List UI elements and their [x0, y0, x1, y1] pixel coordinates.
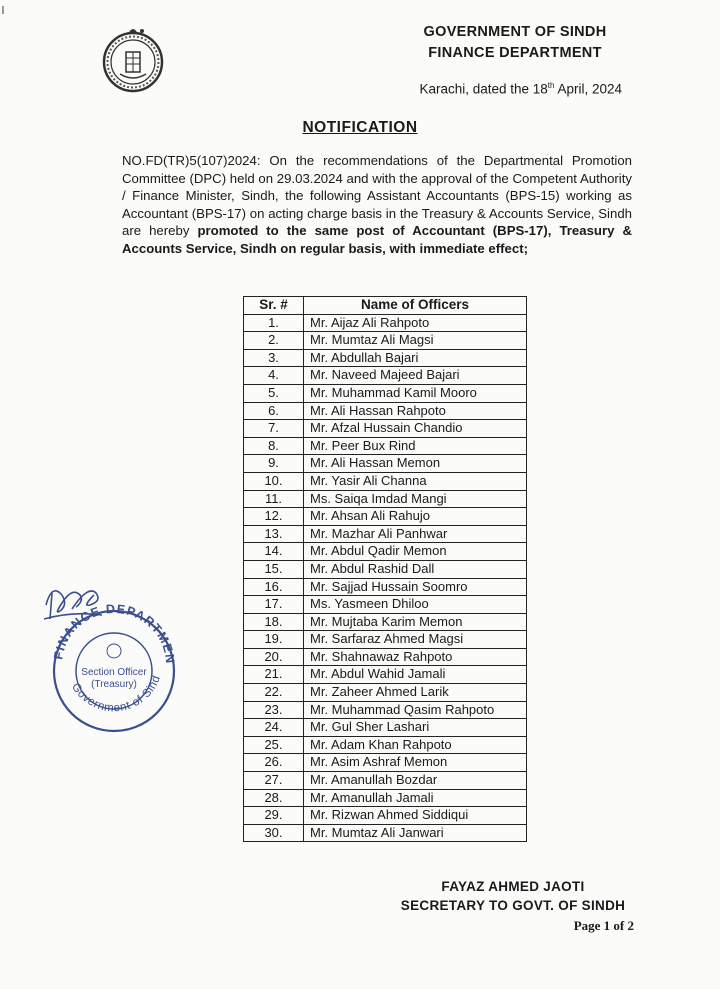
- table-row: [244, 666, 527, 684]
- row-officer-name: Mr. Muhammad Qasim Rahpoto: [304, 701, 527, 719]
- row-officer-name: Mr. Afzal Hussain Chandio: [304, 420, 527, 438]
- table-header-row: [244, 297, 527, 315]
- stamp-outer-top-text: FINANCE DEPARTMEN: [51, 601, 178, 665]
- row-serial: 18.: [244, 613, 304, 631]
- table-row: [244, 455, 527, 473]
- row-serial: 3.: [244, 349, 304, 367]
- row-serial: 27.: [244, 772, 304, 790]
- table-row: [244, 525, 527, 543]
- row-serial: 26.: [244, 754, 304, 772]
- officers-table-body: [244, 314, 527, 842]
- table-row: [244, 684, 527, 702]
- table-row: [244, 420, 527, 438]
- row-officer-name: Mr. Aijaz Ali Rahpoto: [304, 314, 527, 332]
- row-serial: 8.: [244, 437, 304, 455]
- table-row: [244, 648, 527, 666]
- row-serial: 13.: [244, 525, 304, 543]
- signatory-name: FAYAZ AHMED JAOTI: [441, 879, 585, 894]
- svg-text:FINANCE DEPARTMENT: [32, 565, 177, 665]
- row-serial: 4.: [244, 367, 304, 385]
- row-serial: 19.: [244, 631, 304, 649]
- row-officer-name: Mr. Ali Hassan Memon: [304, 455, 527, 473]
- table-row: [244, 367, 527, 385]
- row-serial: 17.: [244, 596, 304, 614]
- row-officer-name: Mr. Yasir Ali Channa: [304, 472, 527, 490]
- table-row: [244, 560, 527, 578]
- header-serial: Sr. #: [244, 297, 304, 315]
- table-row: [244, 719, 527, 737]
- table-row: [244, 314, 527, 332]
- row-serial: 15.: [244, 560, 304, 578]
- row-serial: 21.: [244, 666, 304, 684]
- row-officer-name: Ms. Saiqa Imdad Mangi: [304, 490, 527, 508]
- notification-title: NOTIFICATION: [302, 119, 418, 136]
- notification-body: [122, 152, 632, 258]
- table-row: [244, 736, 527, 754]
- stamp-inner-line1: Section Officer: [81, 667, 147, 678]
- row-officer-name: Mr. Mumtaz Ali Magsi: [304, 332, 527, 350]
- table-row: [244, 472, 527, 490]
- row-serial: 23.: [244, 701, 304, 719]
- row-officer-name: Mr. Abdul Rashid Dall: [304, 560, 527, 578]
- table-row: [244, 437, 527, 455]
- signatory-block: [388, 877, 638, 915]
- table-row: [244, 824, 527, 842]
- scan-mark: [2, 6, 4, 14]
- row-officer-name: Mr. Amanullah Bozdar: [304, 772, 527, 790]
- row-officer-name: Mr. Abdul Qadir Memon: [304, 543, 527, 561]
- row-serial: 14.: [244, 543, 304, 561]
- row-officer-name: Mr. Peer Bux Rind: [304, 437, 527, 455]
- official-stamp: [32, 565, 192, 735]
- row-serial: 16.: [244, 578, 304, 596]
- row-officer-name: Mr. Zaheer Ahmed Larik: [304, 684, 527, 702]
- row-serial: 20.: [244, 648, 304, 666]
- header-name: Name of Officers: [304, 297, 527, 315]
- table-row: [244, 631, 527, 649]
- date-month-year: April, 2024: [554, 81, 622, 97]
- date-suffix: th: [547, 81, 555, 90]
- row-officer-name: Mr. Adam Khan Rahpoto: [304, 736, 527, 754]
- table-row: [244, 384, 527, 402]
- header-government: GOVERNMENT OF SINDH: [423, 24, 607, 40]
- stamp-inner-line2: (Treasury): [91, 679, 137, 690]
- body-text-normal: NO.FD(TR)5(107)2024: On the recommendations of the Departmental Promotion Committee (DPC) held on 29.03.2024 and with the approval of the Competent Authority / Finance Minister, Sindh, the following Assistant Accountants (BPS-15) working as Accountant (BPS-17) on acting charge basis in the Treasury & Accounts Service, Sindh are hereby: [122, 153, 632, 239]
- row-serial: 28.: [244, 789, 304, 807]
- table-row: [244, 596, 527, 614]
- row-serial: 2.: [244, 332, 304, 350]
- row-officer-name: Mr. Mumtaz Ali Janwari: [304, 824, 527, 842]
- table-row: [244, 543, 527, 561]
- table-row: [244, 789, 527, 807]
- row-officer-name: Mr. Mujtaba Karim Memon: [304, 613, 527, 631]
- row-serial: 9.: [244, 455, 304, 473]
- row-officer-name: Mr. Mazhar Ali Panhwar: [304, 525, 527, 543]
- table-row: [244, 754, 527, 772]
- row-officer-name: Mr. Gul Sher Lashari: [304, 719, 527, 737]
- table-row: [244, 332, 527, 350]
- row-officer-name: Mr. Asim Ashraf Memon: [304, 754, 527, 772]
- place-and-date: [419, 81, 622, 97]
- row-serial: 24.: [244, 719, 304, 737]
- row-officer-name: Ms. Yasmeen Dhiloo: [304, 596, 527, 614]
- department-header: [395, 22, 635, 64]
- stamp-outer-bottom-text: Government of Sind: [69, 673, 163, 715]
- table-row: [244, 402, 527, 420]
- officers-table: [243, 296, 527, 842]
- row-serial: 29.: [244, 807, 304, 825]
- row-serial: 7.: [244, 420, 304, 438]
- row-officer-name: Mr. Muhammad Kamil Mooro: [304, 384, 527, 402]
- svg-text:Government of Sindh: [32, 565, 163, 715]
- date-place: Karachi, dated the 18: [419, 81, 548, 97]
- page-number: Page 1 of 2: [573, 918, 634, 933]
- row-officer-name: Mr. Abdullah Bajari: [304, 349, 527, 367]
- row-officer-name: Mr. Amanullah Jamali: [304, 789, 527, 807]
- table-row: [244, 578, 527, 596]
- header-department: FINANCE DEPARTMENT: [428, 45, 602, 61]
- row-officer-name: Mr. Sajjad Hussain Soomro: [304, 578, 527, 596]
- row-serial: 30.: [244, 824, 304, 842]
- row-officer-name: Mr. Rizwan Ahmed Siddiqui: [304, 807, 527, 825]
- table-row: [244, 490, 527, 508]
- row-officer-name: Mr. Ali Hassan Rahpoto: [304, 402, 527, 420]
- row-officer-name: Mr. Sarfaraz Ahmed Magsi: [304, 631, 527, 649]
- row-serial: 10.: [244, 472, 304, 490]
- table-row: [244, 772, 527, 790]
- row-serial: 5.: [244, 384, 304, 402]
- table-row: [244, 613, 527, 631]
- signatory-designation: SECRETARY TO GOVT. OF SINDH: [400, 898, 626, 913]
- row-serial: 11.: [244, 490, 304, 508]
- row-officer-name: Mr. Ahsan Ali Rahujo: [304, 508, 527, 526]
- row-officer-name: Mr. Abdul Wahid Jamali: [304, 666, 527, 684]
- table-row: [244, 701, 527, 719]
- body-text-bold: promoted to the same post of Accountant (BPS-17), Treasury & Accounts Service, Sindh on regular basis, with immediate effect;: [122, 223, 632, 256]
- row-serial: 25.: [244, 736, 304, 754]
- row-serial: 22.: [244, 684, 304, 702]
- row-serial: 12.: [244, 508, 304, 526]
- row-officer-name: Mr. Shahnawaz Rahpoto: [304, 648, 527, 666]
- table-row: [244, 508, 527, 526]
- row-serial: 1.: [244, 314, 304, 332]
- table-row: [244, 349, 527, 367]
- sindh-emblem-icon: [98, 22, 168, 98]
- row-serial: 6.: [244, 402, 304, 420]
- row-officer-name: Mr. Naveed Majeed Bajari: [304, 367, 527, 385]
- table-row: [244, 807, 527, 825]
